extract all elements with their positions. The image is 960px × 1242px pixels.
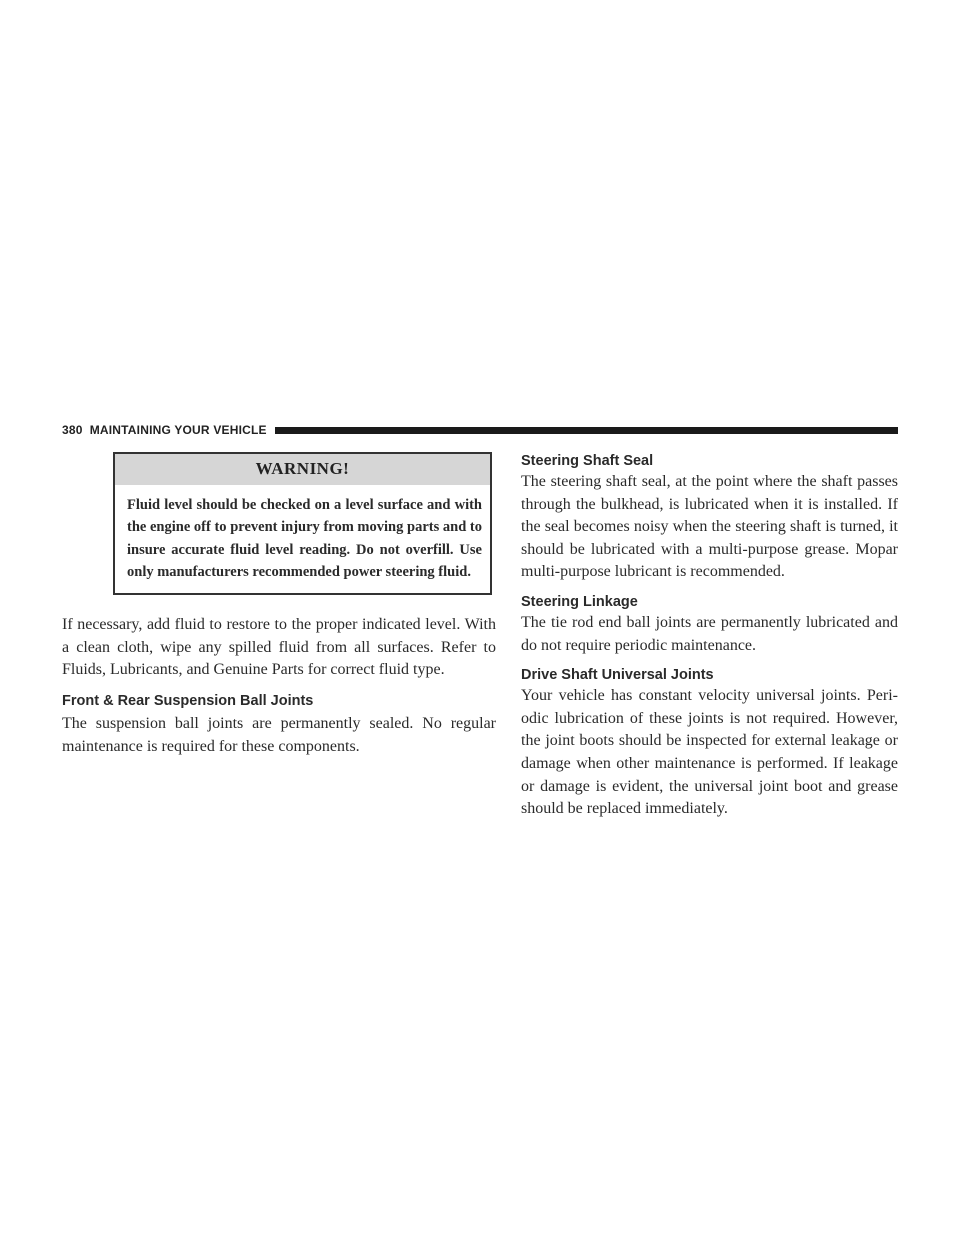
steering-linkage-heading: Steering Linkage: [521, 593, 638, 610]
header-rule: [275, 427, 898, 434]
ball-joints-paragraph: The suspension ball joints are permanently sealed. No regular maintenance is required for these components.: [62, 714, 496, 755]
warning-body: Fluid level should be checked on a level surface and with the engine off to prevent injury from moving parts and to insure accurate fluid level reading. Do not overfill. Use only manufacturers recommended power steering fluid.: [127, 497, 482, 580]
right-column: [521, 452, 898, 821]
page-number: 380: [62, 423, 83, 437]
header-text: [62, 423, 267, 437]
ball-joints-heading: Front & Rear Suspension Ball Joints: [62, 692, 314, 709]
warning-title: WARNING!: [115, 454, 490, 485]
warning-box: [113, 452, 492, 595]
steering-linkage-paragraph: The tie rod end ball joints are permanently lubricated and do not require periodic maintenance.: [521, 613, 898, 654]
left-column: [62, 452, 496, 758]
steering-shaft-seal-paragraph: The steering shaft seal, at the point where the shaft passes through the bulkhead, is lubricated when it is installed. If the seal becomes noisy when the steering shaft is turned, it should be lubricated with a multi-purpose grease. Mopar multi-purpose lubricant is recommended.: [521, 473, 898, 581]
fluid-paragraph: If necessary, add fluid to restore to the proper indicated level. With a clean cloth, wipe any spilled fluid from all surfaces. Refer to Fluids, Lubricants, and Genuine Parts for correct fluid type.: [62, 616, 496, 679]
section-title: MAINTAINING YOUR VEHICLE: [89, 423, 267, 437]
drive-shaft-paragraph: Your vehicle has constant velocity universal joints. Peri-odic lubrication of these joints is not required. However, the joint boots should be inspected for external leakage or damage when other maintenance is performed. If leakage or damage is evident, the universal joint boot and grease should be replaced immediately.: [521, 687, 898, 818]
drive-shaft-heading: Drive Shaft Universal Joints: [521, 667, 714, 684]
page-header: [62, 423, 898, 437]
steering-shaft-seal-heading: Steering Shaft Seal: [521, 453, 654, 469]
